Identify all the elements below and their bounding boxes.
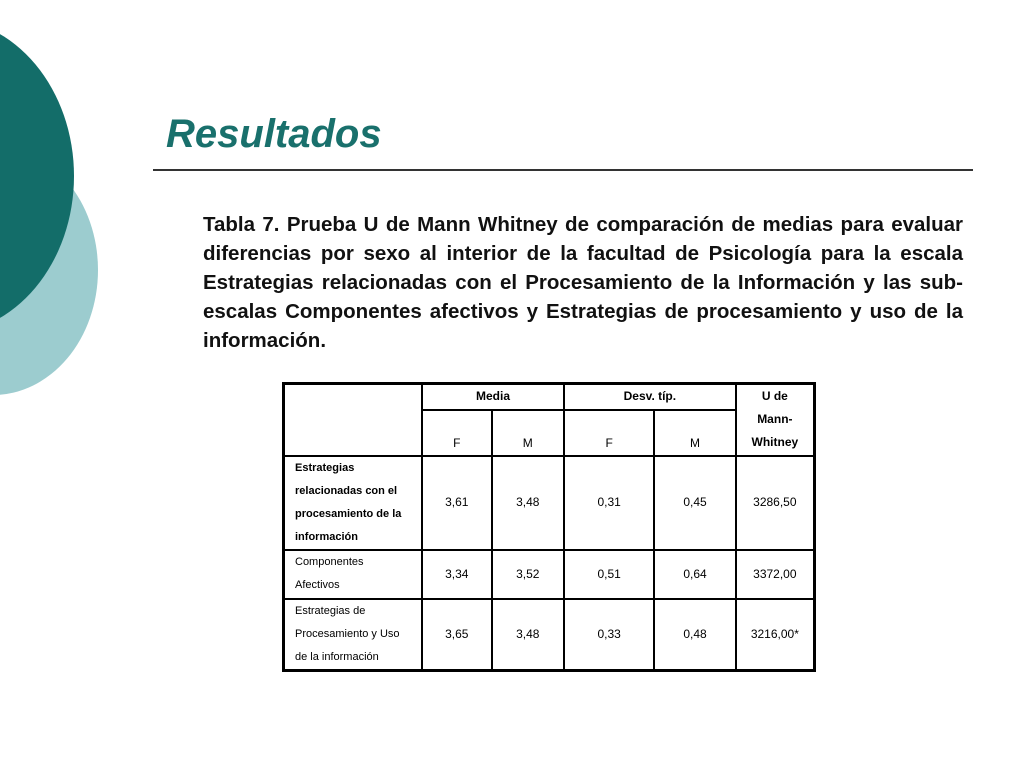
row-label-line: Afectivos: [295, 579, 340, 591]
header-u-mann-whitney: [736, 384, 815, 456]
cell-desv-m: 0,64: [654, 550, 735, 599]
cell-desv-f: 0,31: [564, 456, 654, 550]
cell-u: 3372,00: [736, 550, 815, 599]
cell-desv-m: 0,45: [654, 456, 735, 550]
cell-media-m: 3,48: [492, 599, 565, 671]
row-label-line: Componentes: [295, 556, 364, 568]
header-u-line: Mann-: [757, 412, 793, 427]
table-caption: Tabla 7. Prueba U de Mann Whitney de comparación de medias para evaluar diferencias por sexo al interior de la facultad de Psicología para la escala Estrategias relacionadas con el Procesamiento de la Información y las sub-escalas Componentes afectivos y Estrategias de procesamiento y uso de la información.: [203, 213, 963, 352]
header-u-line: U de: [761, 389, 788, 404]
row-label: [284, 456, 423, 550]
cell-media-m: 3,48: [492, 456, 565, 550]
subheader-media-f: F: [422, 410, 492, 456]
row-label-line: información: [295, 530, 358, 543]
results-table: [282, 382, 816, 672]
slide-title: Resultados: [166, 112, 382, 156]
subheader-desv-f: F: [564, 410, 654, 456]
cell-u: 3286,50: [736, 456, 815, 550]
cell-media-f: 3,34: [422, 550, 492, 599]
header-media: Media: [422, 384, 564, 410]
row-label-line: Procesamiento y Uso: [295, 627, 400, 640]
cell-desv-f: 0,51: [564, 550, 654, 599]
row-label-line: Estrategias de: [295, 604, 366, 617]
table-row: [284, 599, 815, 671]
header-desv: Desv. típ.: [564, 384, 736, 410]
subheader-media-m: M: [492, 410, 565, 456]
table-row: [284, 456, 815, 550]
cell-media-f: 3,65: [422, 599, 492, 671]
cell-media-f: 3,61: [422, 456, 492, 550]
cell-u: 3216,00*: [736, 599, 815, 671]
table-header-row: [284, 384, 815, 410]
header-u-line: Whitney: [751, 435, 799, 450]
table-corner-cell: [284, 384, 423, 456]
cell-desv-m: 0,48: [654, 599, 735, 671]
cell-desv-f: 0,33: [564, 599, 654, 671]
row-label-line: procesamiento de la: [295, 507, 402, 520]
table-row: [284, 550, 815, 599]
row-label-line: de la información: [295, 650, 379, 663]
row-label: [284, 599, 423, 671]
title-divider: [153, 169, 973, 171]
row-label: [284, 550, 423, 599]
cell-media-m: 3,52: [492, 550, 565, 599]
row-label-line: relacionadas con el: [295, 484, 398, 497]
row-label-line: Estrategias: [295, 461, 355, 474]
subheader-desv-m: M: [654, 410, 735, 456]
